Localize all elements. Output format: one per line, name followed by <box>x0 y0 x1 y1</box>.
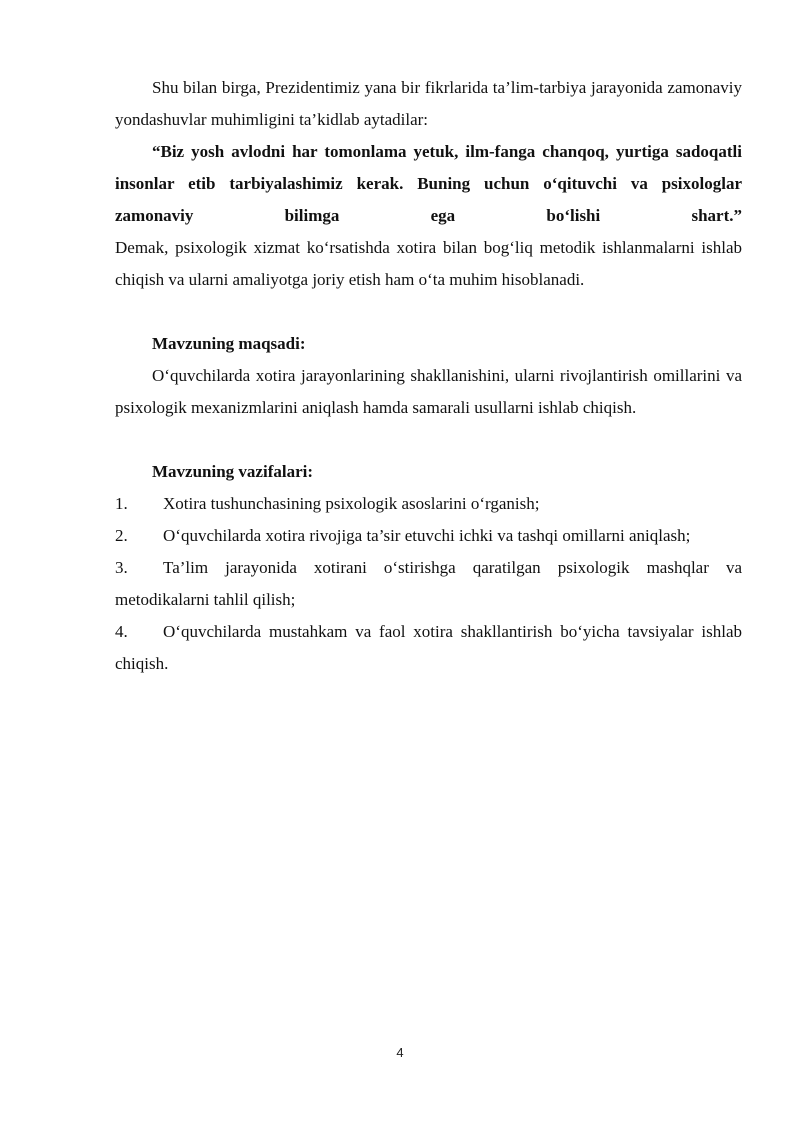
list-item-number: 2. <box>115 526 128 545</box>
president-quote: “Biz yosh avlodni har tomonlama yetuk, ilm-fanga chanqoq, yurtiga sadoqatli insonlar etib tarbiyalashimiz kerak. Buning uchun o‘qituvchi va psixologlar zamonaviy bilimga ega bo‘lishi shart.” <box>115 142 742 225</box>
list-item <box>115 488 742 520</box>
list-item-text: Xotira tushunchasining psixologik asoslarini o‘rganish; <box>163 494 540 513</box>
goal-heading: Mavzuning maqsadi: <box>152 334 306 353</box>
page-number: 4 <box>396 1045 404 1060</box>
list-item-text: Ta’lim jarayonida xotirani o‘stirishga qaratilgan psixologik mashqlar va metodikalarni tahlil qilish; <box>115 558 742 609</box>
list-item-number: 1. <box>115 494 128 513</box>
conclusion-paragraph: Demak, psixologik xizmat ko‘rsatishda xotira bilan bog‘liq metodik ishlanmalarni ishlab chiqish va ularni amaliyotga joriy etish ham o‘ta muhim hisoblanadi. <box>115 238 742 289</box>
list-item-number: 3. <box>115 558 128 577</box>
list-item-number: 4. <box>115 622 128 641</box>
list-item <box>115 616 742 680</box>
goal-paragraph: O‘quvchilarda xotira jarayonlarining shakllanishini, ularni rivojlantirish omillarini va psixologik mexanizmlarini aniqlash hamda samarali usullarni ishlab chiqish. <box>115 366 742 417</box>
intro-paragraph: Shu bilan birga, Prezidentimiz yana bir fikrlarida ta’lim-tarbiya jarayonida zamonaviy yondashuvlar muhimligini ta’kidlab aytadilar: <box>115 78 742 129</box>
list-item <box>115 520 742 552</box>
tasks-heading: Mavzuning vazifalari: <box>152 462 314 481</box>
tasks-list <box>115 488 742 680</box>
document-page <box>115 72 742 680</box>
list-item-text: O‘quvchilarda xotira rivojiga ta’sir etuvchi ichki va tashqi omillarni aniqlash; <box>163 526 691 545</box>
list-item-text: O‘quvchilarda mustahkam va faol xotira shakllantirish bo‘yicha tavsiyalar ishlab chiqish. <box>115 622 742 673</box>
list-item <box>115 552 742 616</box>
